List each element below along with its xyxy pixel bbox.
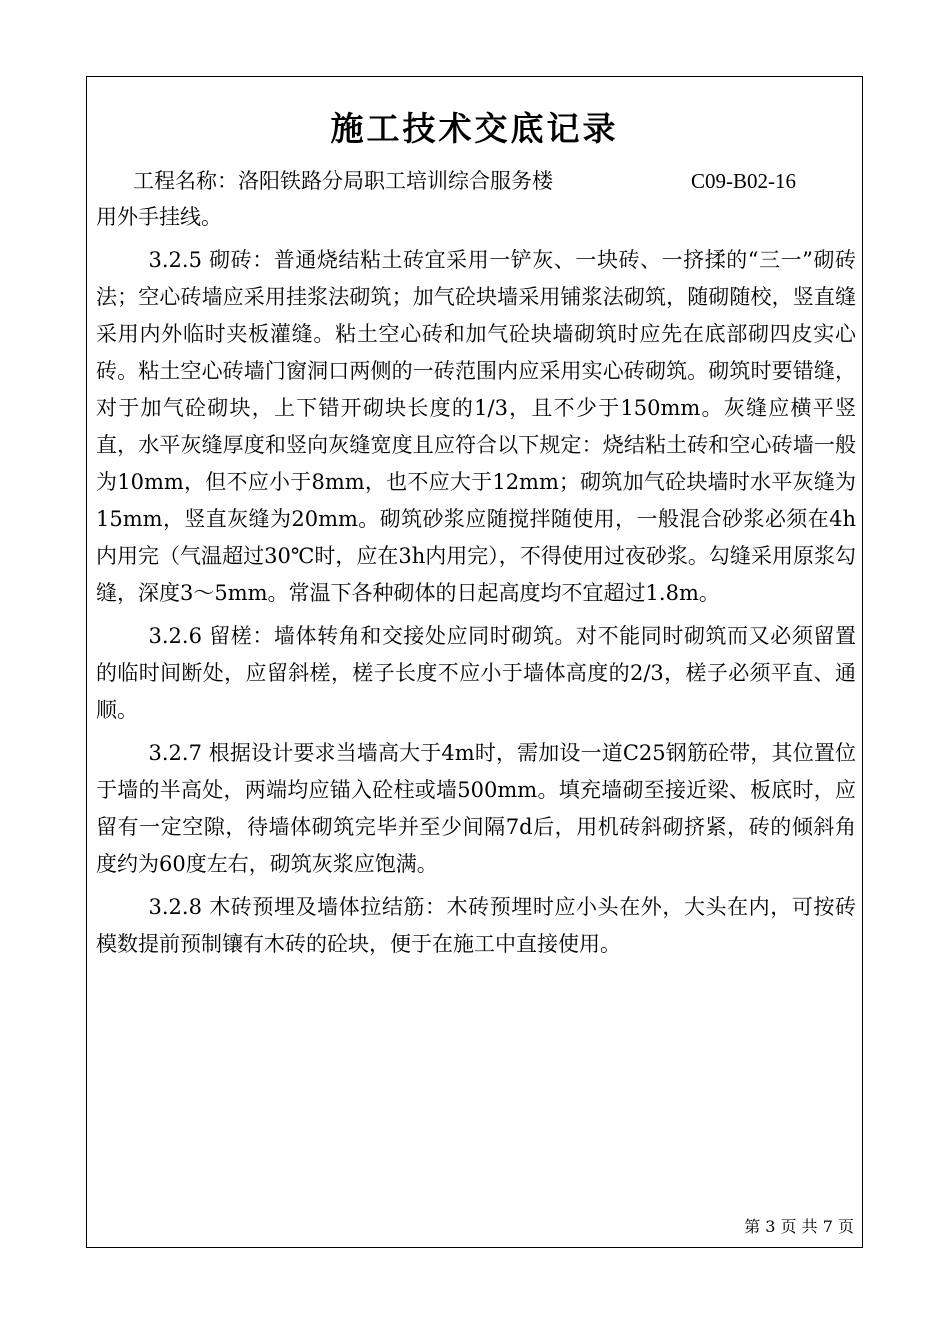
paragraph-3-2-7: 3.2.7 根据设计要求当墙高大于4m时，需加设一道C25钢筋砼带，其位置位于墙的半高处，两端均应锚入砼柱或墙500mm。填充墙砌至接近梁、板底时，应留有一定空隙，待墙体砌筑完毕并至少间隔7d后，用机砖斜砌挤紧，砖的倾斜角度约为60度左右，砌筑灰浆应饱满。: [96, 741, 856, 876]
page-title: 施工技术交底记录: [330, 109, 619, 148]
document-frame: [86, 76, 863, 1248]
paragraph-3-2-6: 3.2.6 留槎：墙体转角和交接处应同时砌筑。对不能同时砌筑而又必须留置的临时间断处，应留斜槎，槎子长度不应小于墙体高度的2/3，槎子必须平直、通顺。: [96, 624, 856, 722]
document-body: [96, 199, 856, 963]
paragraph-continuation: 用外手挂线。: [96, 205, 222, 229]
paragraph-3-2-5: 3.2.5 砌砖：普通烧结粘土砖宜采用一铲灰、一块砖、一挤揉的“三一”砌砖法；空心砖墙应采用挂浆法砌筑；加气砼块墙采用铺浆法砌筑，随砌随校，竖直缝采用内外临时夹板灌缝。粘土空心砖和加气砼块墙砌筑时应先在底部砌四皮实心砖。粘土空心砖墙门窗洞口两侧的一砖范围内应采用实心砖砌筑。砌筑时要错缝，对于加气砼砌块，上下错开砌块长度的1/3，且不少于150mm。灰缝应横平竖直，水平灰缝厚度和竖向灰缝宽度且应符合以下规定：烧结粘土砖和空心砖墙一般为10mm，但不应小于8mm，也不应大于12mm；砌筑加气砼块墙时水平灰缝为15mm，竖直灰缝为20mm。砌筑砂浆应随搅拌随使用，一般混合砂浆必须在4h内用完（气温超过30℃时，应在3h内用完），不得使用过夜砂浆。勾缝采用原浆勾缝，深度3～5mm。常温下各种砌体的日起高度均不宜超过1.8m。: [96, 248, 856, 605]
project-name: 工程名称：洛阳铁路分局职工培训综合服务楼: [133, 169, 553, 193]
page-number: 第 3 页 共 7 页: [744, 1217, 854, 1236]
paragraph-3-2-8: 3.2.8 木砖预埋及墙体拉结筋：木砖预埋时应小头在外，大头在内，可按砖模数提前预制镶有木砖的砼块，便于在施工中直接使用。: [96, 895, 856, 956]
document-code: C09-B02-16: [691, 169, 796, 193]
